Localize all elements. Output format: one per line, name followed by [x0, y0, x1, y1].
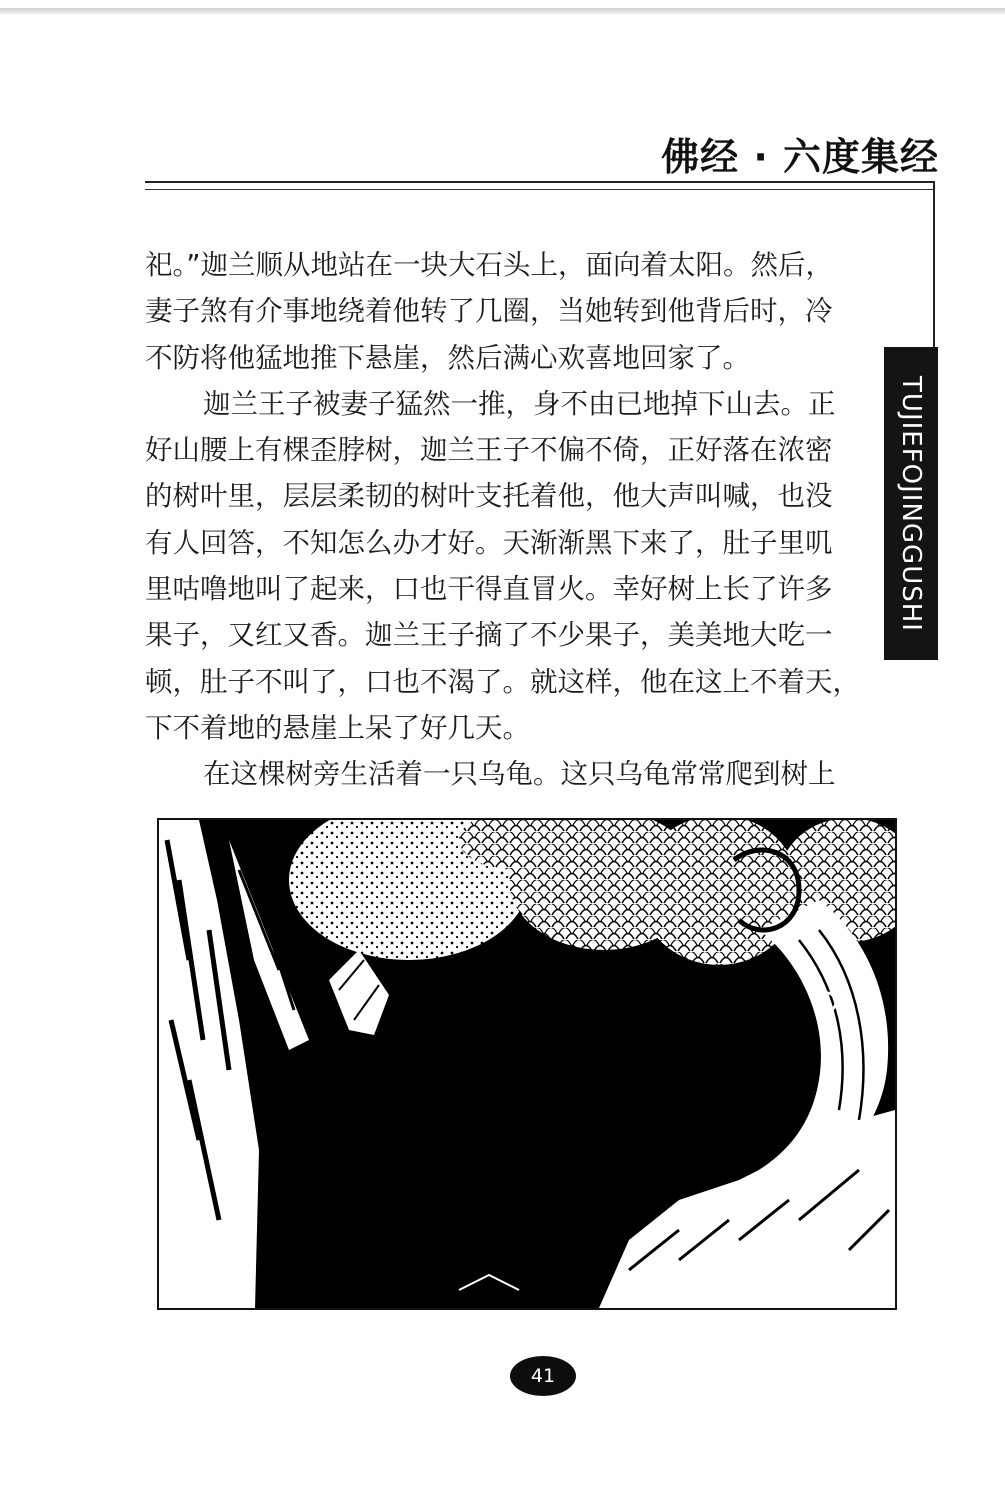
header-rule: [145, 181, 935, 183]
text-line: 有人回答，不知怎么办才好。天渐渐黑下来了，肚子里叽: [145, 526, 833, 559]
ink-illustration: [157, 818, 897, 1310]
text-line: 顿，肚子不叫了，口也不渴了。就这样，他在这上不着天，: [145, 665, 860, 698]
page-top-rule: [0, 8, 1005, 14]
text-line: 祀。”迦兰顺从地站在一块大石头上，面向着太阳。然后，: [145, 249, 833, 281]
side-tab: [884, 347, 938, 660]
page-number: 41: [530, 1365, 556, 1387]
text-line: 不防将他猛地推下悬崖，然后满心欢喜地回家了。: [145, 341, 750, 374]
running-header-title: 佛经 · 六度集经: [661, 135, 939, 179]
paragraph: [145, 242, 847, 381]
text-line: 妻子煞有介事地绕着他转了几圈，当她转到他背后时，冷: [145, 295, 833, 328]
body-text: [145, 242, 860, 798]
header-rule-vertical: [933, 181, 935, 347]
paragraph: [145, 381, 860, 751]
tree-cliff-drawing: [159, 820, 895, 1308]
text-line: 果子，又红又香。迦兰王子摘了不少果子，美美地大吃一: [145, 619, 833, 652]
text-line: 迦兰王子被妻子猛然一推，身不由已地掉下山去。正: [203, 387, 836, 420]
text-line: 好山腰上有棵歪脖树，迦兰王子不偏不倚，正好落在浓密: [145, 434, 833, 467]
text-line: 下不着地的悬崖上呆了好几天。: [145, 711, 530, 744]
text-line: 的树叶里，层层柔韧的树叶支托着他，他大声叫喊，也没: [145, 480, 833, 513]
text-line: 在这棵树旁生活着一只乌龟。这只乌龟常常爬到树上: [203, 758, 836, 791]
page-number-badge: [510, 1356, 576, 1396]
side-tab-label: TUJIEFOJINGGUSHI: [896, 375, 926, 632]
text-line: 里咕噜地叫了起来，口也干得直冒火。幸好树上长了许多: [145, 573, 833, 606]
header-rule-thin: [145, 189, 935, 190]
paragraph: [145, 751, 847, 797]
